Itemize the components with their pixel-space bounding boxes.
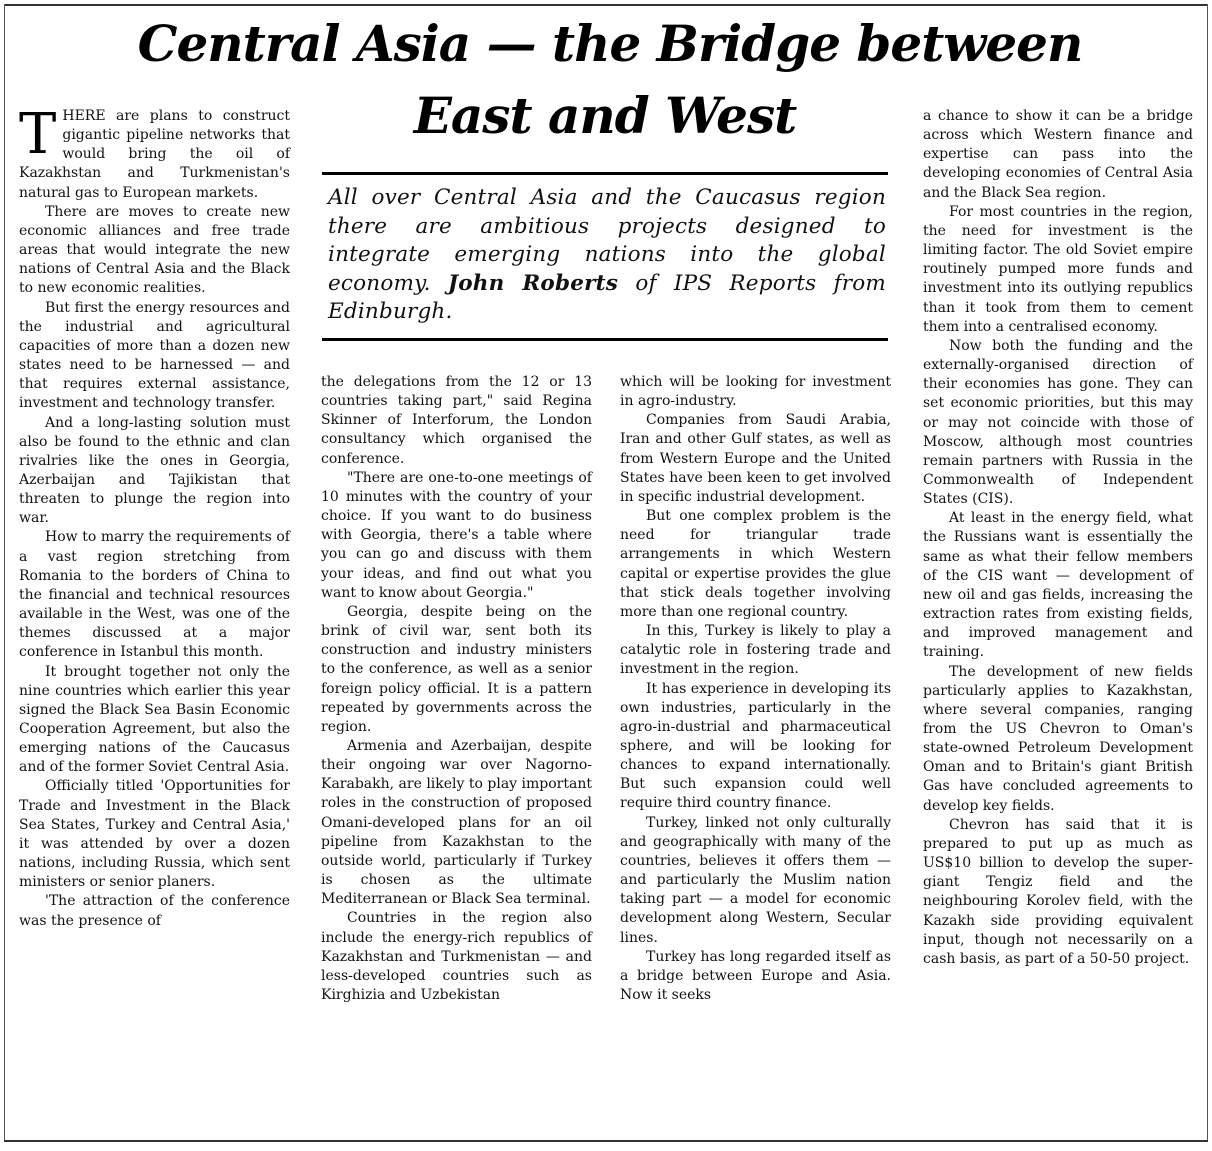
paragraph: the delegations from the 12 or 13 countries taking part," said Regina Skinner of Interforum, the London consultancy which organised the conference. — [321, 374, 592, 467]
standfirst-text: All over Central Asia and the Caucasus region there are ambitious projects designed to integrate emerging nations into the global economy. — [328, 185, 886, 296]
paragraph: And a long-lasting solution must also be found to the ethnic and clan rivalries like the ones in Georgia, Azerbaijan and Tajikistan that threaten to plunge the region into war. — [19, 414, 290, 527]
right-border — [1207, 4, 1208, 1142]
standfirst-source: of IPS Reports from Edinburgh. — [328, 270, 887, 324]
paragraph: Companies from Saudi Arabia, Iran and other Gulf states, as well as from Western Europe and the United States have been keen to get involved in specific industrial development. — [620, 412, 891, 505]
drop-cap: T — [19, 102, 57, 167]
paragraph: At least in the energy field, what the Russians want is essentially the same as what their fellow members of the CIS want — development of new oil and gas fields, increasing the extraction rates from existing fields, and improved management and training. — [923, 510, 1193, 661]
paragraph: 'The attraction of the conference was the presence of — [19, 893, 290, 929]
standfirst — [328, 184, 886, 327]
left-border — [4, 4, 5, 1142]
headline-line-1: Central Asia — the Bridge between — [137, 14, 1083, 73]
paragraph: In this, Turkey is likely to play a catalytic role in fostering trade and investment in the region. — [620, 623, 891, 678]
paragraph: But first the energy resources and the industrial and agricultural capacities of more than a dozen new states need to be harnessed — and that requires external assistance, investment and technology transfer. — [19, 299, 290, 412]
paragraph: Turkey, linked not only culturally and geographically with many of the countries, believes it offers them — and particularly the Muslim nation taking part — a model for economic development along Western, Secular lines. — [620, 814, 891, 946]
paragraph: which will be looking for investment in agro-industry. — [620, 374, 891, 410]
paragraph: The development of new fields particularly applies to Kazakhstan, where several companies, ranging from the US Chevron to Oman's state-owned Petroleum Development Oman and to Britain's giant British Gas have concluded agreements to develop key fields. — [923, 663, 1193, 814]
standfirst-bottom-rule — [322, 338, 888, 341]
headline-line-2: East and West — [413, 86, 797, 145]
article-column-4 — [923, 107, 1193, 969]
paragraph: How to marry the requirements of a vast region stretching from Romania to the borders of China to the financial and technical resources available in the West, was one of the themes discussed at a major conference in Istanbul this month. — [19, 529, 290, 661]
paragraph: Chevron has said that it is prepared to put up as much as US$10 billion to develop the super-giant Tengiz field and the neighbouring Korolev field, with the Kazakh side providing equivalent input, though not necessarily on a cash basis, as part of a 50-50 project. — [923, 816, 1193, 967]
paragraph: It has experience in developing its own industries, particularly in the agro-in-dustrial and pharmaceutical sphere, and will be looking for chances to expand internationally. But such expansion could well require third country finance. — [620, 680, 891, 812]
article-column-1 — [19, 102, 290, 931]
standfirst-top-rule — [322, 172, 888, 175]
paragraph: Armenia and Azerbaijan, despite their ongoing war over Nagorno-Karabakh, are likely to play important roles in the construction of proposed Omani-developed plans for an oil pipeline from Kazakhstan to the outside world, particularly if Turkey is chosen as the ultimate Mediterranean or Black Sea terminal. — [321, 737, 592, 908]
paragraph: There are moves to create new economic alliances and free trade areas that would integrate the new nations of Central Asia and the Black to new economic realities. — [19, 203, 290, 297]
paragraph: "There are one-to-one meetings of 10 minutes with the country of your choice. If you want to do business with Georgia, there's a table where you can go and discuss with them your ideas, and find out what you want to know about Georgia." — [321, 469, 592, 601]
paragraph: It brought together not only the nine countries which earlier this year signed the Black Sea Basin Economic Cooperation Agreement, but also the emerging nations of the Caucasus and of the former Soviet Central Asia. — [19, 663, 290, 776]
paragraph: Turkey has long regarded itself as a bridge between Europe and Asia. Now it seeks — [620, 948, 891, 1003]
paragraph: But one complex problem is the need for triangular trade arrangements in which Western capital or expertise provides the glue that stick deals together involving more than one regional country. — [620, 508, 891, 620]
paragraph: Officially titled 'Opportunities for Trade and Investment in the Black Sea States, Turkey and Central Asia,' it was attended by over a dozen nations, including Russia, which sent ministers or senior planers. — [19, 778, 290, 891]
paragraph: For most countries in the region, the need for investment is the limiting factor. The old Soviet empire routinely pumped more funds and investment into its outlying republics than it took from them to cement them into a centralised economy. — [923, 203, 1193, 335]
paragraph: Countries in the region also include the energy-rich republics of Kazakhstan and Turkmenistan — and less-developed countries such as Kirghizia and Uzbekistan — [321, 910, 592, 1003]
top-rule — [4, 4, 1208, 6]
paragraph: THERE are plans to construct gigantic pipeline networks that would bring the oil of Kazakhstan and Turkmenistan's natural gas to European markets. — [19, 102, 290, 201]
standfirst-author: John Roberts — [447, 270, 619, 296]
paragraph: Georgia, despite being on the brink of civil war, sent both its construction and industry ministers to the conference, as well as a senior foreign policy official. It is a pattern repeated by governments across the region. — [321, 603, 592, 735]
paragraph: a chance to show it can be a bridge across which Western finance and expertise can pass into the developing economies of Central Asia and the Black Sea region. — [923, 108, 1193, 201]
article-column-3 — [620, 373, 891, 1005]
article-column-2 — [321, 373, 592, 1005]
bottom-rule — [4, 1140, 1208, 1142]
paragraph: Now both the funding and the externally-organised direction of their economies has gone. They can set economic priorities, but this may or may not coincide with those of Moscow, although most countries remain partners with Russia in the Commonwealth of Independent States (CIS). — [923, 337, 1193, 508]
